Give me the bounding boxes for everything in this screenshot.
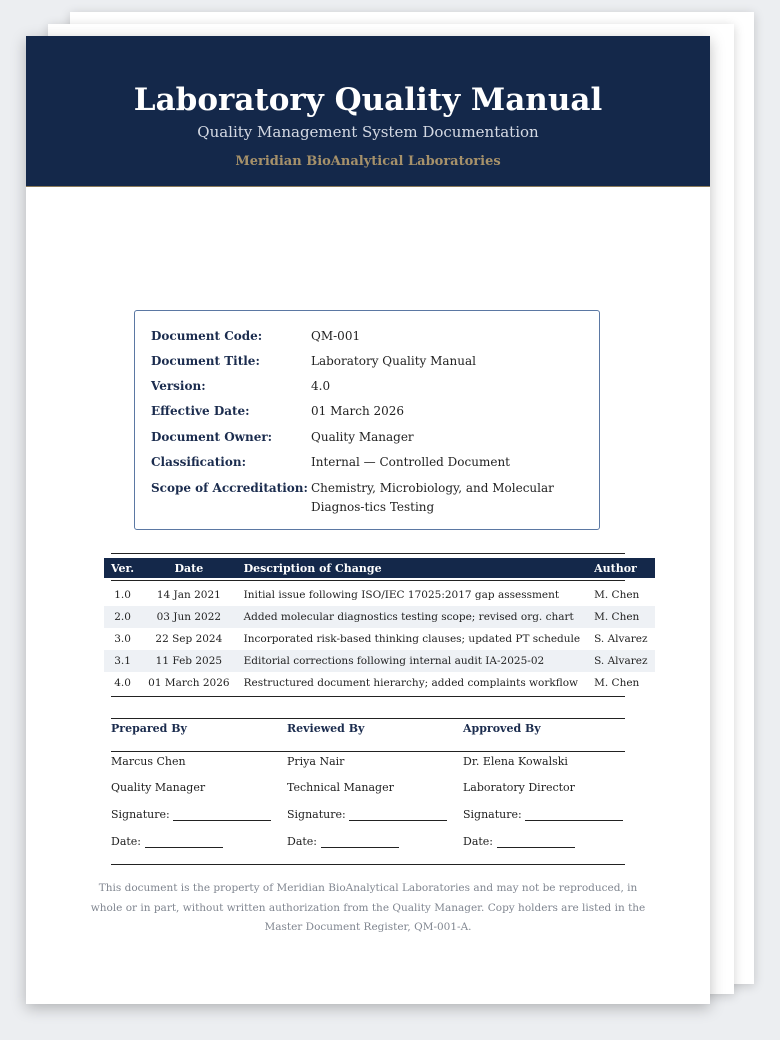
- signature-label: Signature:: [111, 808, 170, 821]
- table-header-row: [104, 558, 655, 578]
- info-value: 01 March 2026: [311, 404, 405, 418]
- date-label: Date:: [463, 835, 494, 848]
- signature-top-rule: [111, 718, 625, 719]
- column-header: Author: [587, 558, 654, 578]
- date-blank: [497, 835, 575, 848]
- document-page: [26, 36, 710, 1004]
- cell-version: 3.1: [104, 650, 141, 672]
- info-label: Document Title:: [151, 354, 260, 368]
- signer-name: Priya Nair: [287, 755, 345, 768]
- signature-label: Signature:: [463, 808, 522, 821]
- signature-field: [463, 808, 623, 821]
- cell-version: 1.0: [114, 589, 131, 601]
- signature-heading: Prepared By: [111, 722, 187, 735]
- info-label: Effective Date:: [151, 404, 250, 418]
- date-blank: [145, 835, 223, 848]
- organization-name: Meridian BioAnalytical Laboratories: [235, 154, 501, 169]
- table-top-rule: [111, 553, 625, 554]
- cell-date: 22 Sep 2024: [155, 633, 223, 645]
- cell-date: 14 Jan 2021: [156, 589, 221, 601]
- table-header-rule: [111, 580, 625, 581]
- signature-label: Signature:: [287, 808, 346, 821]
- cell-description: Restructured document hierarchy; added complaints workflow: [243, 677, 579, 689]
- signature-blank: [525, 808, 623, 821]
- info-value: Laboratory Quality Manual: [311, 354, 476, 368]
- signer-name: Dr. Elena Kowalski: [463, 755, 568, 768]
- date-label: Date:: [287, 835, 318, 848]
- table-row: [104, 606, 655, 628]
- signature-field: [111, 808, 271, 821]
- signature-heading: Reviewed By: [287, 722, 365, 735]
- table-row: [104, 650, 655, 672]
- cell-description: Editorial corrections following internal audit IA-2025-02: [237, 650, 588, 672]
- ownership-notice: This document is the property of Meridian BioAnalytical Laboratories and may not be reproduced, in whole or in part, without written authorization from the Quality Manager. Copy holders are listed in the Master Document Register, QM-001-A.: [90, 882, 646, 933]
- date-field: [111, 835, 223, 848]
- cell-author: M. Chen: [594, 589, 640, 601]
- cell-date: 11 Feb 2025: [141, 650, 236, 672]
- cell-author: S. Alvarez: [594, 633, 648, 645]
- cell-description: Added molecular diagnostics testing scope; revised org. chart: [237, 606, 588, 628]
- document-subtitle: Quality Management System Documentation: [197, 123, 539, 141]
- info-value: Internal — Controlled Document: [311, 455, 510, 469]
- signature-blank: [349, 808, 447, 821]
- revision-history-table: [104, 558, 655, 694]
- signature-heading: Approved By: [463, 722, 541, 735]
- info-label: Document Owner:: [151, 430, 273, 444]
- info-label: Classification:: [151, 455, 247, 469]
- signer-role: Laboratory Director: [463, 781, 575, 794]
- date-label: Date:: [111, 835, 142, 848]
- cell-date: 01 March 2026: [148, 677, 230, 689]
- table-row: [104, 584, 655, 606]
- info-label: Scope of Accreditation:: [151, 481, 308, 495]
- date-field: [463, 835, 575, 848]
- date-blank: [321, 835, 399, 848]
- signer-role: Quality Manager: [111, 781, 206, 794]
- document-title: Laboratory Quality Manual: [133, 82, 603, 118]
- document-info-box: [134, 310, 600, 530]
- signature-blank: [173, 808, 271, 821]
- table-bottom-rule: [111, 696, 625, 697]
- signature-field: [287, 808, 447, 821]
- cell-version: 2.0: [104, 606, 141, 628]
- info-value: 4.0: [311, 379, 331, 393]
- info-value: Chemistry, Microbiology, and Molecular Diagnos-tics Testing: [311, 481, 554, 514]
- cell-author: S. Alvarez: [587, 650, 654, 672]
- cell-version: 3.0: [114, 633, 131, 645]
- cover-header: [26, 36, 710, 187]
- cell-version: 4.0: [114, 677, 131, 689]
- cell-author: M. Chen: [587, 606, 654, 628]
- table-row: [104, 672, 655, 694]
- column-header: Ver.: [104, 558, 141, 578]
- column-header: Description of Change: [237, 558, 588, 578]
- signer-role: Technical Manager: [287, 781, 394, 794]
- column-header: Date: [141, 558, 236, 578]
- signature-header-rule: [111, 751, 625, 752]
- cell-date: 03 Jun 2022: [141, 606, 236, 628]
- info-label: Version:: [151, 379, 206, 393]
- cell-description: Incorporated risk-based thinking clauses; updated PT schedule: [243, 633, 581, 645]
- info-label: Document Code:: [151, 329, 263, 343]
- date-field: [287, 835, 399, 848]
- info-value: QM-001: [311, 329, 361, 343]
- info-value: Quality Manager: [311, 430, 414, 444]
- cell-author: M. Chen: [594, 677, 640, 689]
- signer-name: Marcus Chen: [111, 755, 186, 768]
- cell-description: Initial issue following ISO/IEC 17025:2017 gap assessment: [243, 589, 560, 601]
- signature-bottom-rule: [111, 864, 625, 865]
- table-row: [104, 628, 655, 650]
